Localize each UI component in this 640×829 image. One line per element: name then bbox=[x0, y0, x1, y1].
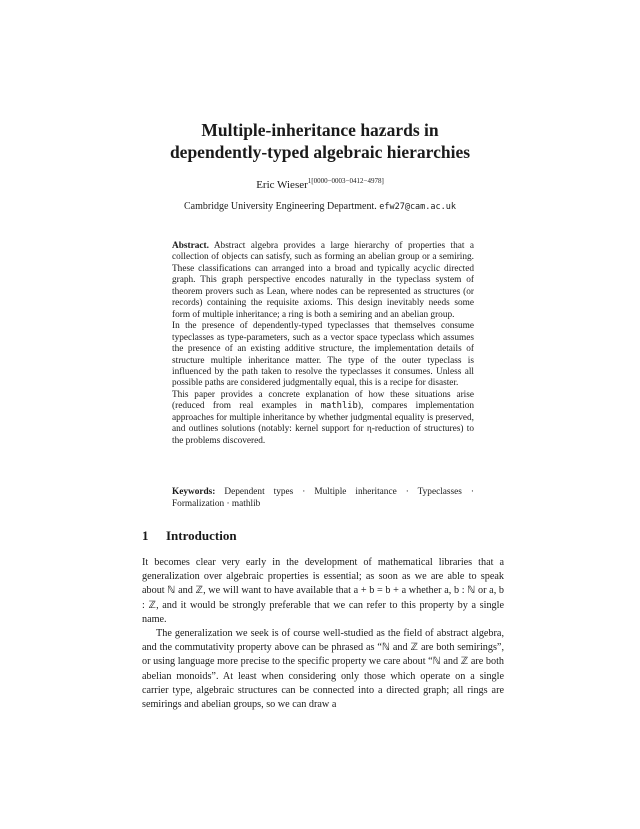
paper-title bbox=[120, 119, 520, 163]
affiliation-line bbox=[100, 201, 540, 212]
body-text bbox=[142, 556, 504, 712]
keywords-heading: Keywords: bbox=[172, 487, 216, 497]
mathlib-code: mathlib bbox=[320, 401, 358, 412]
body-paragraph-1: It becomes clear very early in the development of mathematical libraries that a generalization over algebraic properties is essential; as soon as we are able to speak about ℕ and ℤ, we will want to have available that a + b = b + a whether a, b : ℕ or a, b : ℤ, and it would be strongly preferable that we can refer to this property by a single name. bbox=[142, 557, 504, 625]
abstract-paragraph-1 bbox=[172, 241, 474, 321]
abstract-paragraph-2: In the presence of dependently-typed typeclasses that themselves consume typeclasses as type-parameters, such as a vector space typeclass which assumes the presence of an existing additive structure, the implementation details of structure multiple inheritance matter. The type of the outer typeclass is influenced by the path taken to resolve the typeclasses it consumes. Unless all possible paths are considered judgmentally equal, this is a recipe for disaster. bbox=[172, 321, 474, 389]
abstract-text-3b: ), compares implementation approaches for multiple inheritance by whether judgmental equality is preserved, and outlines solutions (notably: kernel support for η-reduction of structures) to the problems discovered. bbox=[172, 401, 474, 446]
abstract-heading: Abstract. bbox=[172, 241, 209, 251]
title-line-1: Multiple-inheritance hazards in bbox=[201, 120, 439, 140]
section-number: 1 bbox=[142, 528, 149, 543]
title-line-2: dependently-typed algebraic hierarchies bbox=[169, 142, 471, 162]
section-title: Introduction bbox=[166, 528, 237, 543]
keywords-text: Dependent types · Multiple inheritance · Typeclasses · Formalization · mathlib bbox=[172, 487, 474, 509]
email-link[interactable]: efw27@cam.ac.uk bbox=[379, 202, 456, 212]
abstract bbox=[172, 241, 474, 447]
affiliation: Cambridge University Engineering Department. bbox=[184, 201, 377, 212]
abstract-text-3a: This paper provides a concrete explanation of how these situations arise (reduced from real examples in bbox=[172, 389, 474, 412]
keywords bbox=[172, 487, 474, 510]
orcid-superscript: 1[0000−0003−0412−4978] bbox=[307, 177, 384, 185]
author-line bbox=[120, 177, 520, 191]
abstract-text-1: Abstract algebra provides a large hierarchy of properties that a collection of objects can satisfy, such as forming an abelian group or a semiring. These classifications can arranged into a broad and typically acyclic directed graph. This graph perspective encodes naturally in the typeclass system of theorem provers such as Lean, where nodes can be represented as structures (or records) containing the requisite axioms. This design inevitably needs some form of multiple inheritance; a ring is both a semiring and an abelian group. bbox=[172, 241, 474, 320]
section-heading bbox=[142, 528, 237, 544]
author-name: Eric Wieser bbox=[256, 179, 308, 191]
body-paragraph-2: The generalization we seek is of course well-studied as the field of abstract algebra, and the commutativity property above can be phrased as “ℕ and ℤ are both semirings”, or using language more precise to the specific property we care about “ℕ and ℤ are both abelian monoids”. At least when considering only those which operate on a single carrier type, algebraic structures can be connected into a directed graph; all rings are semirings and abelian groups, so we can draw a bbox=[142, 628, 504, 711]
abstract-paragraph-3 bbox=[172, 390, 474, 447]
